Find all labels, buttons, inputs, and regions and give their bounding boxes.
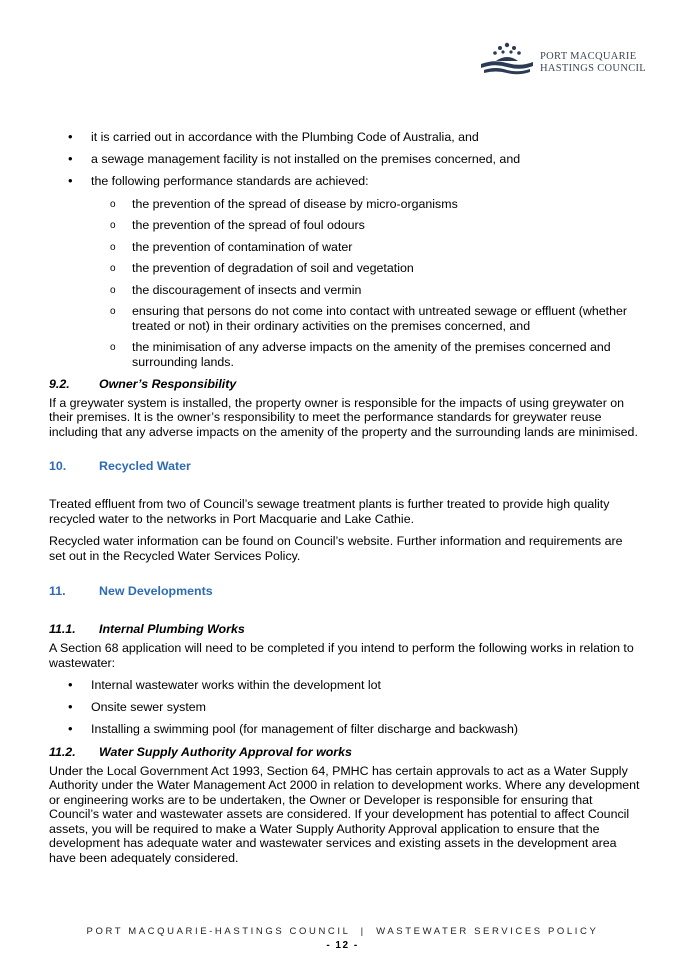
list-item: • a sewage management facility is not installed on the premises concerned, and: [49, 152, 641, 167]
council-logo-icon: [478, 40, 536, 76]
sub-list-item: o the prevention of degradation of soil and vegetation: [91, 261, 641, 276]
section-10-paragraph-1: Treated effluent from two of Council’s sewage treatment plants is further treated to provide high quality recycled water to the networks in Port Macquarie and Lake Cathie.: [49, 497, 610, 526]
section-number: 10.: [49, 459, 67, 473]
sub-list-item: o the minimisation of any adverse impacts on the amenity of the premises concerned and surrounding lands.: [91, 340, 641, 369]
document-body: [49, 130, 641, 873]
list-item: • Internal wastewater works within the development lot: [49, 678, 641, 693]
section-heading-10: [49, 459, 641, 474]
section-10-paragraph-2: Recycled water information can be found on Council’s website. Further information and requirements are set out in the Recycled Water Services Policy.: [49, 534, 623, 563]
list-item: [49, 174, 641, 369]
sub-list-item: o the discouragement of insects and vermin: [91, 283, 641, 298]
sub-list-item: o the prevention of contamination of water: [91, 240, 641, 255]
section-title: Internal Plumbing Works: [99, 622, 245, 636]
section-title: New Developments: [99, 584, 213, 598]
list-item: • it is carried out in accordance with the Plumbing Code of Australia, and: [49, 130, 641, 145]
section-title: Recycled Water: [99, 459, 191, 473]
sub-list-item: o ensuring that persons do not come into contact with untreated sewage or effluent (whether treated or not) in their ordinary activities on the premises concerned, and: [91, 304, 641, 333]
list-item: • Installing a swimming pool (for management of filter discharge and backwash): [49, 722, 641, 737]
section-heading-11: [49, 584, 641, 599]
section-number: 9.2.: [49, 376, 70, 391]
sub-list-item: o the prevention of the spread of foul odours: [91, 218, 641, 233]
performance-conditions-list: [49, 130, 641, 369]
section-11-1-text: A Section 68 application will need to be completed if you intend to perform the following works in relation to wastewater:: [49, 641, 634, 670]
list-item-text: the following performance standards are achieved:: [91, 174, 369, 188]
page-number: - 12 -: [326, 940, 359, 951]
section-title: Owner’s Responsibility: [99, 376, 237, 391]
internal-works-list: [49, 678, 641, 737]
section-number: 11.2.: [49, 744, 76, 759]
section-heading-11-2: [49, 745, 641, 760]
section-title: Water Supply Authority Approval for works: [99, 744, 352, 759]
section-number: 11.1.: [49, 622, 76, 636]
page-footer: PORT MACQUARIE-HASTINGS COUNCIL | WASTEWATER SERVICES POLICY: [86, 926, 599, 937]
section-9-2-text: If a greywater system is installed, the property owner is responsible for the impacts of using greywater on their premises. It is the owner’s responsibility to meet the performance standards for greywater reuse including that any adverse impacts on the amenity of the property and the surrounding lands are minimised.: [49, 395, 638, 439]
logo-line-1: PORT MACQUARIE: [540, 51, 637, 62]
section-number: 11.: [49, 584, 66, 598]
logo-line-2: HASTINGS COUNCIL: [540, 62, 647, 74]
list-item: • Onsite sewer system: [49, 700, 641, 715]
section-heading-9-2: [49, 377, 641, 392]
performance-standards-list: [91, 197, 641, 370]
section-11-2-text: Under the Local Government Act 1993, Section 64, PMHC has certain approvals to act as a Water Supply Authority under the Water Management Act 2000 in relation to development works. Where any development or engineering works are to be undertaken, the Owner or Developer is responsible for ensuring that Council’s water and wastewater assets are considered. If your development has potential to affect Council assets, you will be required to make a Water Supply Authority Approval application to ensure that the development has adequate water and wastewater services and existing assets in the development area have been adequately considered.: [49, 763, 640, 865]
section-heading-11-1: [49, 622, 641, 637]
council-logo: [478, 40, 648, 76]
sub-list-item: o the prevention of the spread of disease by micro-organisms: [91, 197, 641, 212]
